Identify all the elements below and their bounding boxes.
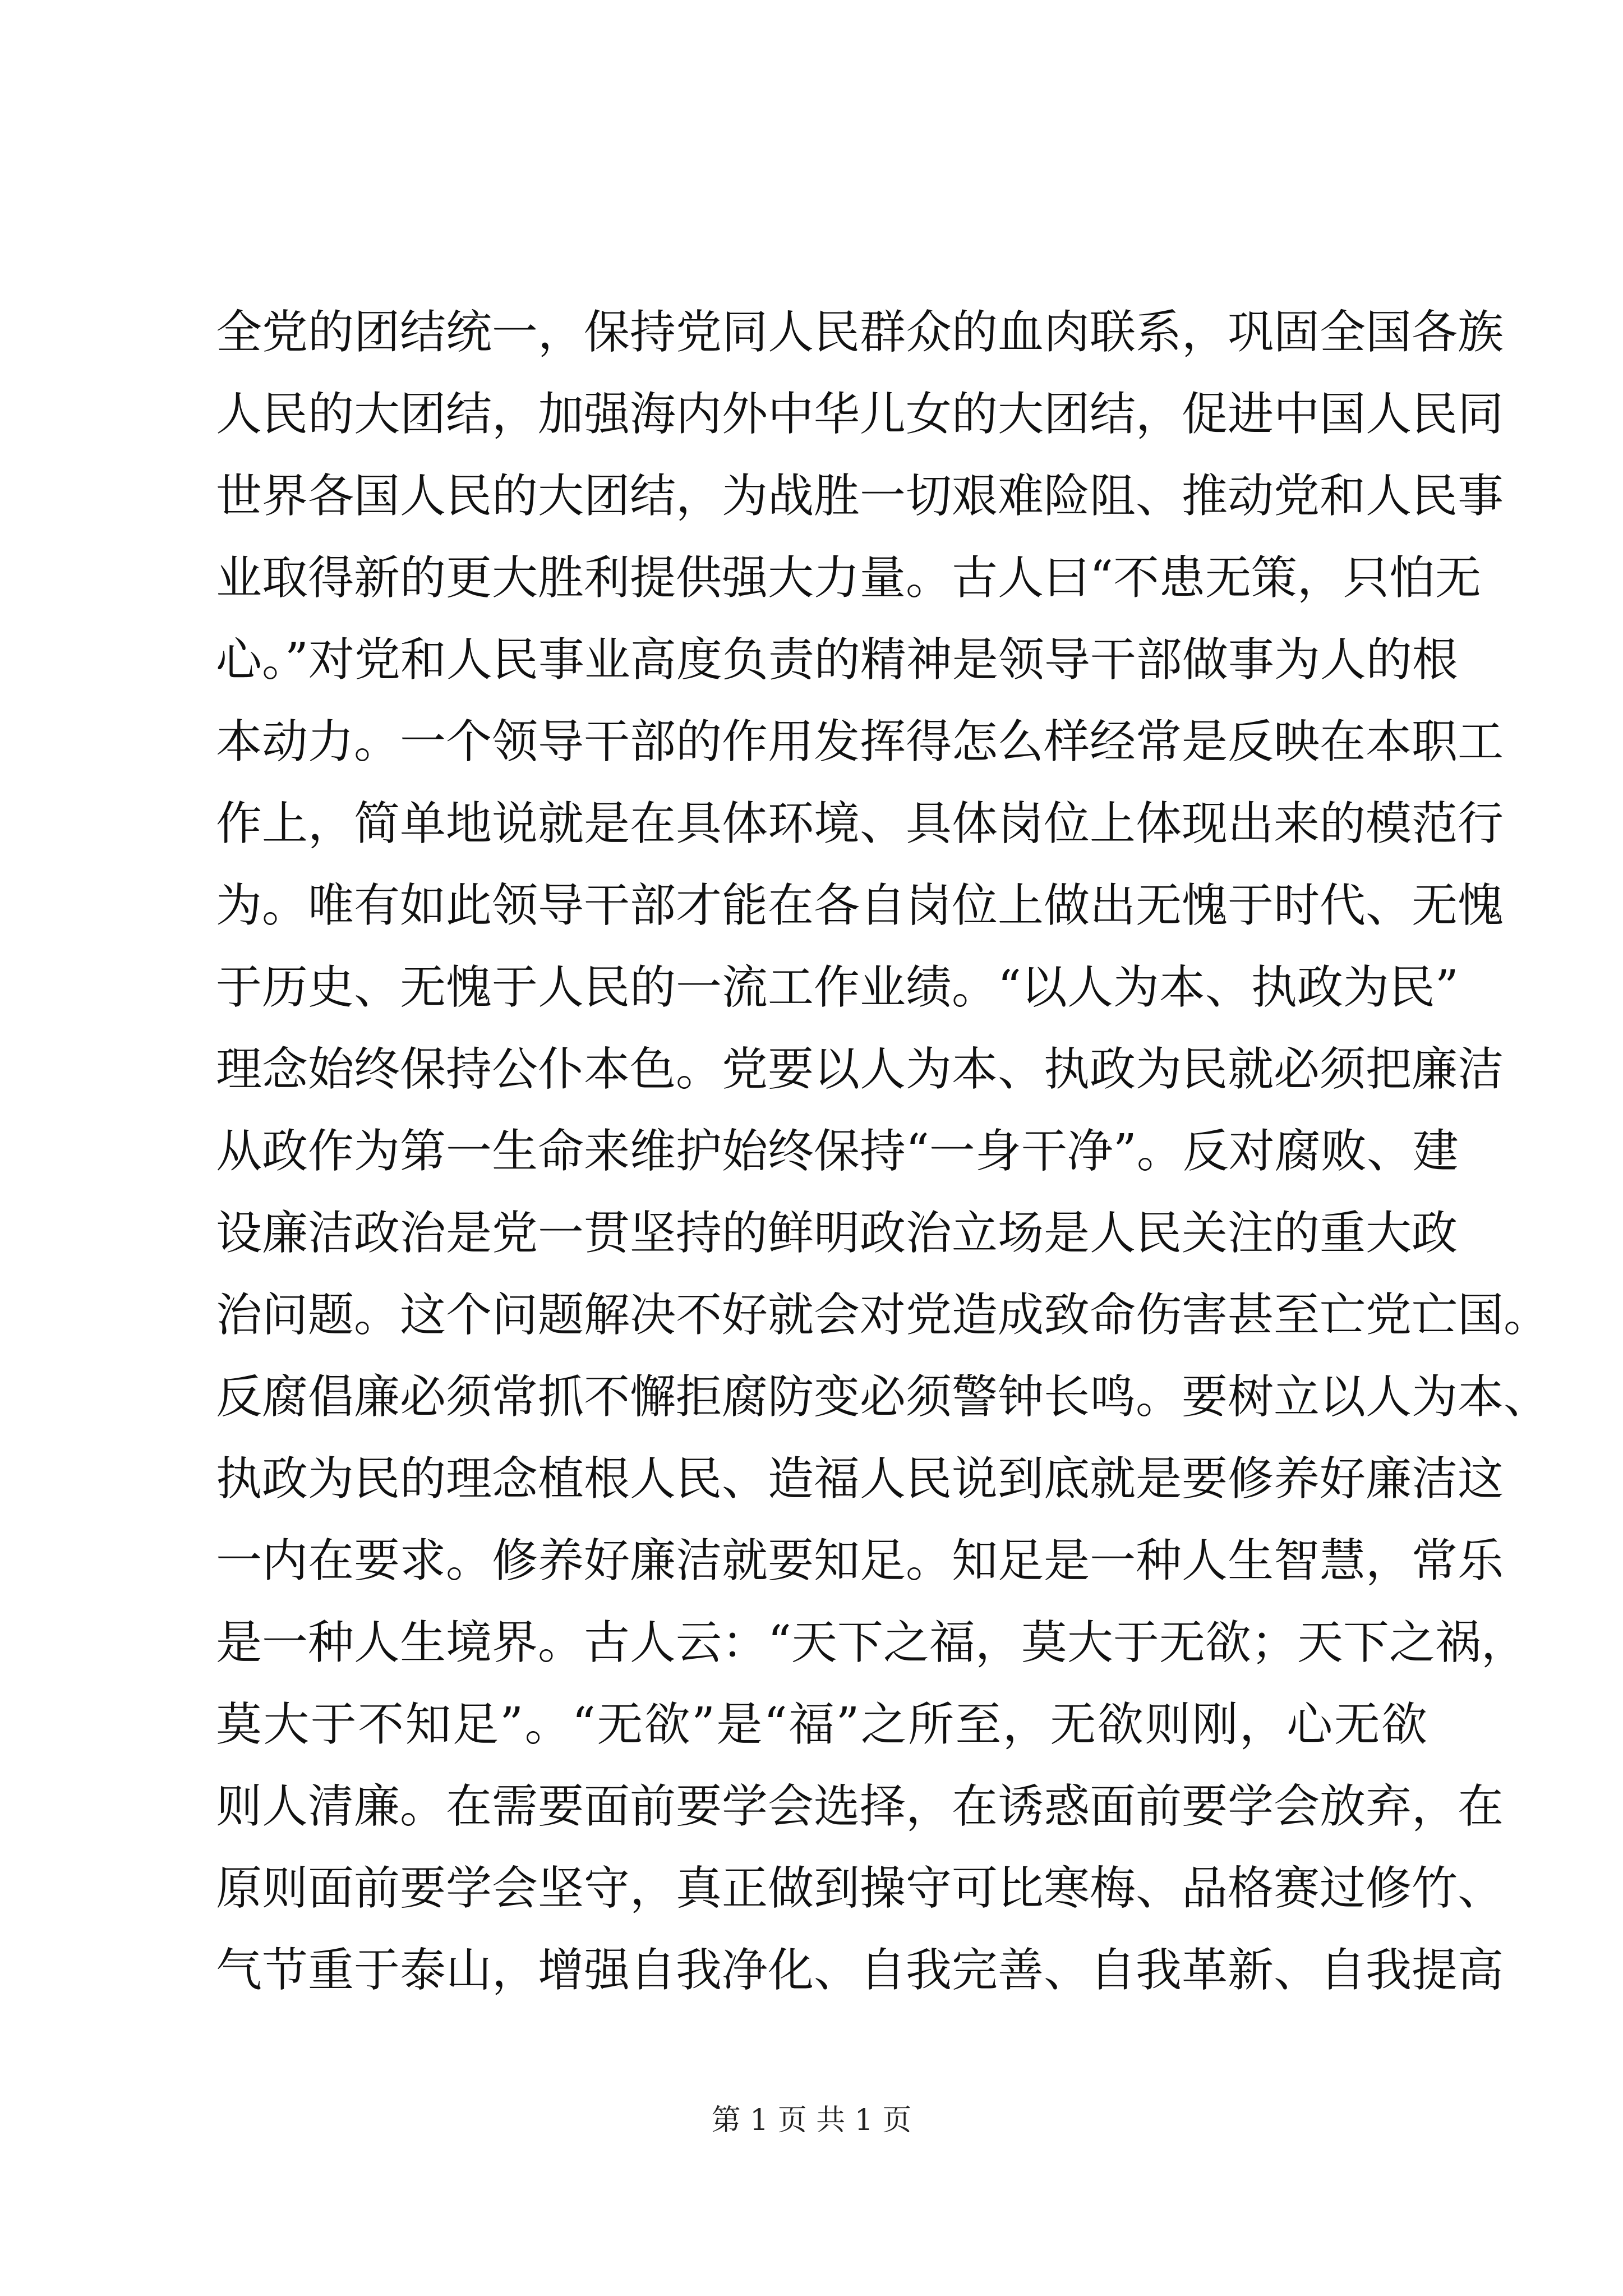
text-line: 从政作为第一生命来维护始终保持“一身干净”。反对腐败、建: [216, 1125, 1459, 1178]
text-line: 业取得新的更大胜利提供强大力量。古人曰“不患无策，只怕无: [216, 551, 1481, 605]
text-line: 全党的团结统一，保持党同人民群众的血肉联系，巩固全国各族: [216, 306, 1504, 359]
text-line: 莫大于不知足”。“无欲”是“福”之所至，无欲则刚，心无欲: [216, 1698, 1427, 1751]
text-line: 一内在要求。修养好廉洁就要知足。知足是一种人生智慧，常乐: [216, 1534, 1504, 1588]
body-text: [216, 292, 1550, 2012]
text-line: 设廉洁政治是党一贯坚持的鲜明政治立场是人民关注的重大政: [216, 1207, 1458, 1260]
text-line: 理念始终保持公仆本色。党要以人为本、执政为民就必须把廉洁: [216, 1043, 1504, 1096]
text-line: 则人清廉。在需要面前要学会选择，在诱惑面前要学会放弃，在: [216, 1780, 1504, 1833]
text-line: 于历史、无愧于人民的一流工作业绩。“以人为本、执政为民”: [216, 961, 1459, 1014]
text-line: 世界各国人民的大团结，为战胜一切艰难险阻、推动党和人民事: [216, 470, 1504, 523]
text-line: 本动力。一个领导干部的作用发挥得怎么样经常是反映在本职工: [216, 715, 1504, 769]
page-footer: 第 1 页 共 1 页: [711, 2104, 912, 2137]
text-line: 作上，简单地说就是在具体环境、具体岗位上体现出来的模范行: [216, 797, 1504, 850]
text-line: 反腐倡廉必须常抓不懈拒腐防变必须警钟长鸣。要树立以人为本、: [216, 1370, 1550, 1424]
text-line: 执政为民的理念植根人民、造福人民说到底就是要修养好廉洁这: [216, 1452, 1504, 1506]
text-line: 是一种人生境界。古人云：“天下之福，莫大于无欲；天下之祸，: [216, 1616, 1527, 1669]
text-line: 原则面前要学会坚守，真正做到操守可比寒梅、品格赛过修竹、: [216, 1862, 1504, 1915]
text-line: 为。唯有如此领导干部才能在各自岗位上做出无愧于时代、无愧: [216, 879, 1504, 932]
text-line: 气节重于泰山，增强自我净化、自我完善、自我革新、自我提高: [216, 1944, 1504, 1997]
text-line: 人民的大团结，加强海内外中华儿女的大团结，促进中国人民同: [216, 388, 1504, 441]
text-line: 心。”对党和人民事业高度负责的精神是领导干部做事为人的根: [216, 633, 1458, 687]
text-line: 治问题。这个问题解决不好就会对党造成致命伤害甚至亡党亡国。: [216, 1289, 1550, 1342]
